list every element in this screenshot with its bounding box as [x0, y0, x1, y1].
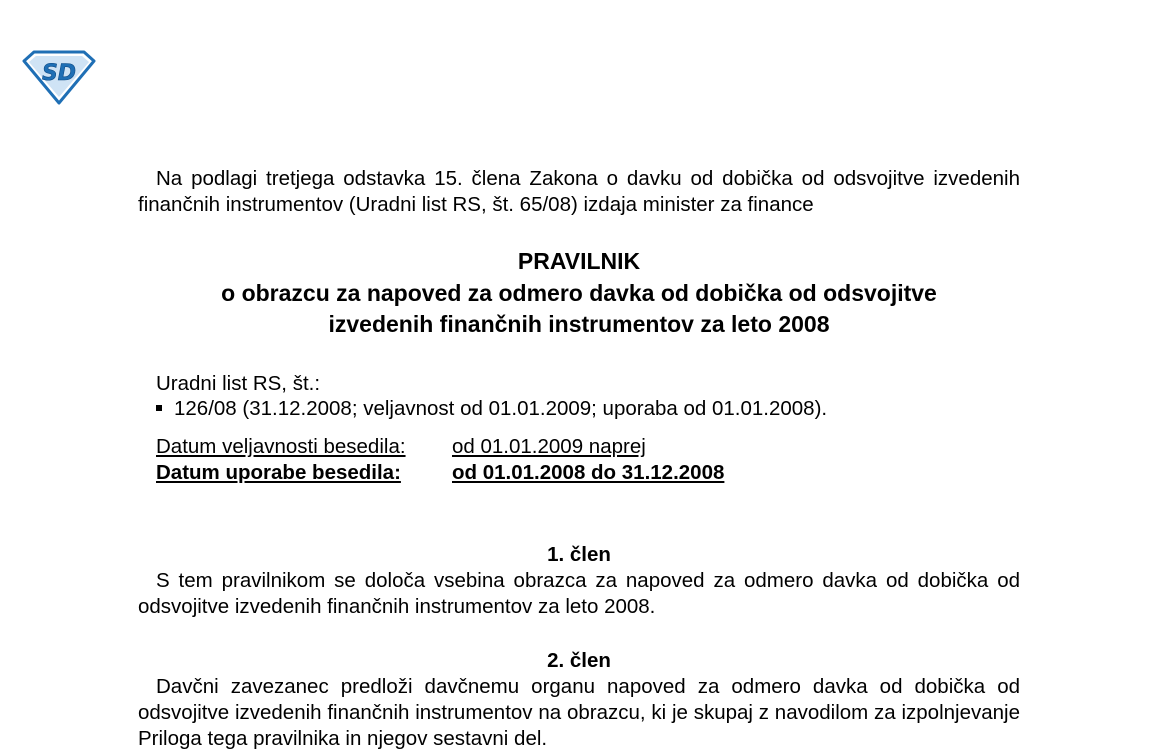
usage-date-row	[156, 460, 1020, 486]
article-1	[138, 542, 1020, 620]
gazette-entry-text: 126/08 (31.12.2008; veljavnost od 01.01.2009; uporaba od 01.01.2008).	[174, 396, 828, 420]
validity-date-label: Datum veljavnosti besedila:	[156, 434, 406, 458]
article-2-text: Davčni zavezanec predloži davčnemu organu napoved za odmero davka od dobička od odsvojitve izvedenih finančnih instrumentov na obrazcu, ki je skupaj z navodilom za izpolnjevanje Priloga tega pravilnika in njegov sestavni del.	[138, 674, 1020, 750]
article-2-heading: 2. člen	[547, 648, 611, 672]
title-line-1: PRAVILNIK	[517, 248, 641, 274]
usage-date-label: Datum uporabe besedila:	[156, 460, 401, 484]
text-dates	[156, 434, 1020, 486]
document-title	[138, 246, 1020, 341]
title-line-3: izvedenih finančnih instrumentov za leto 2008	[328, 311, 830, 337]
article-1-text: S tem pravilnikom se določa vsebina obrazca za napoved za odmero davka od dobička od odsvojitve izvedenih finančnih instrumentov za leto 2008.	[138, 568, 1020, 618]
gazette-label: Uradni list RS, št.:	[156, 371, 321, 395]
bullet-icon	[156, 405, 162, 411]
article-2	[138, 648, 1020, 752]
gazette-info	[156, 371, 1020, 421]
title-line-2: o obrazcu za napoved za odmero davka od dobička od odsvojitve	[221, 279, 937, 306]
gazette-entry	[156, 396, 1020, 421]
sd-shield-logo-icon	[22, 49, 96, 105]
article-1-heading: 1. člen	[547, 542, 611, 566]
validity-date-value: od 01.01.2009 naprej	[452, 434, 646, 458]
intro-paragraph: Na podlagi tretjega odstavka 15. člena Zakona o davku od dobička od odsvojitve izvedenih finančnih instrumentov (Uradni list RS, št. 65/08) izdaja minister za finance	[138, 167, 1020, 216]
svg-text:SD: SD	[41, 61, 77, 86]
usage-date-value: od 01.01.2008 do 31.12.2008	[452, 460, 725, 484]
document-page	[138, 166, 1020, 752]
validity-date-row	[156, 434, 1020, 460]
